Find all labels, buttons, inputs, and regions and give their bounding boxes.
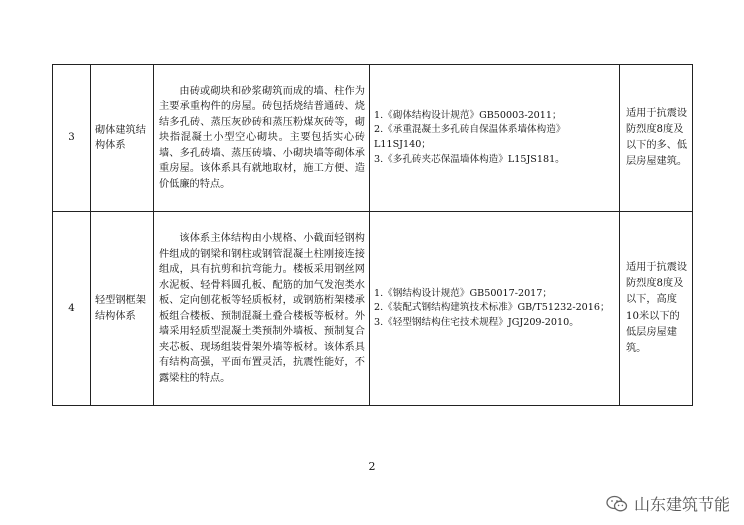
table-row bbox=[53, 65, 693, 212]
standard-item: 1.《钢结构设计规范》GB50017-2017； bbox=[374, 287, 552, 299]
system-name: 砌体建筑结构体系 bbox=[91, 65, 154, 212]
standard-item: 2.《装配式钢结构建筑技术标准》GB/T51232-2016； bbox=[374, 302, 610, 314]
application-scope: 适用于抗震设防烈度8度及以下，高度10米以下的低层房屋建筑。 bbox=[620, 212, 693, 406]
system-name: 轻型钢框架结构体系 bbox=[91, 212, 154, 406]
standards-table bbox=[52, 64, 693, 406]
standards-list bbox=[370, 212, 620, 406]
table-row bbox=[53, 212, 693, 406]
standard-item: 1.《砌体结构设计规范》GB50003-2011； bbox=[374, 109, 562, 121]
application-scope: 适用于抗震设防烈度8度及以下的多、低层房屋建筑。 bbox=[620, 65, 693, 212]
description-text: 由砖或砌块和砂浆砌筑而成的墙、柱作为主要承重构件的房屋。砖包括烧结普通砖、烧结多孔砖、蒸压灰砂砖和蒸压粉煤灰砖等，砌块指混凝土小型空心砌块。主要包括实心砖墙、多孔砖墙、蒸压砖墙、小砌块墙等砌体承重房屋。该体系具有就地取材，施工方便、造价低廉的特点。 bbox=[159, 85, 365, 190]
system-description bbox=[154, 212, 370, 406]
system-description bbox=[154, 65, 370, 212]
row-number: 4 bbox=[53, 212, 91, 406]
description-text: 该体系主体结构由小规格、小截面轻钢构件组成的钢梁和钢柱或钢管混凝土柱刚接连接组成，具有抗剪和抗弯能力。楼板采用钢丝网水泥板、轻骨料圆孔板、配筋的加气发泡类水板、定向刨花板等轻质板材，或钢筋桁架楼承板组合楼板、预制混凝土叠合楼板等板材。外墙采用轻质型混凝土类预制外墙板、预制复合夹芯板、现场组装骨架外墙等板材。该体系具有结构高强，平面布置灵活，抗震性能好，不露梁柱的特点。 bbox=[159, 233, 365, 384]
standard-item: L11SJ140； bbox=[374, 139, 431, 150]
standard-item: 3.《轻型钢结构住宅技术规程》JGJ209-2010。 bbox=[374, 316, 579, 328]
standards-list bbox=[370, 65, 620, 212]
wechat-icon bbox=[606, 495, 628, 513]
row-number: 3 bbox=[53, 65, 91, 212]
page-number: 2 bbox=[368, 460, 376, 473]
standard-item: 3.《多孔砖夹芯保温墙体构造》L15JS181。 bbox=[374, 153, 565, 165]
watermark-text: 山东建筑节能 bbox=[633, 495, 730, 514]
standard-item: 2.《承重混凝土多孔砖自保温体系墙体构造》 bbox=[374, 124, 566, 136]
watermark bbox=[606, 492, 730, 515]
